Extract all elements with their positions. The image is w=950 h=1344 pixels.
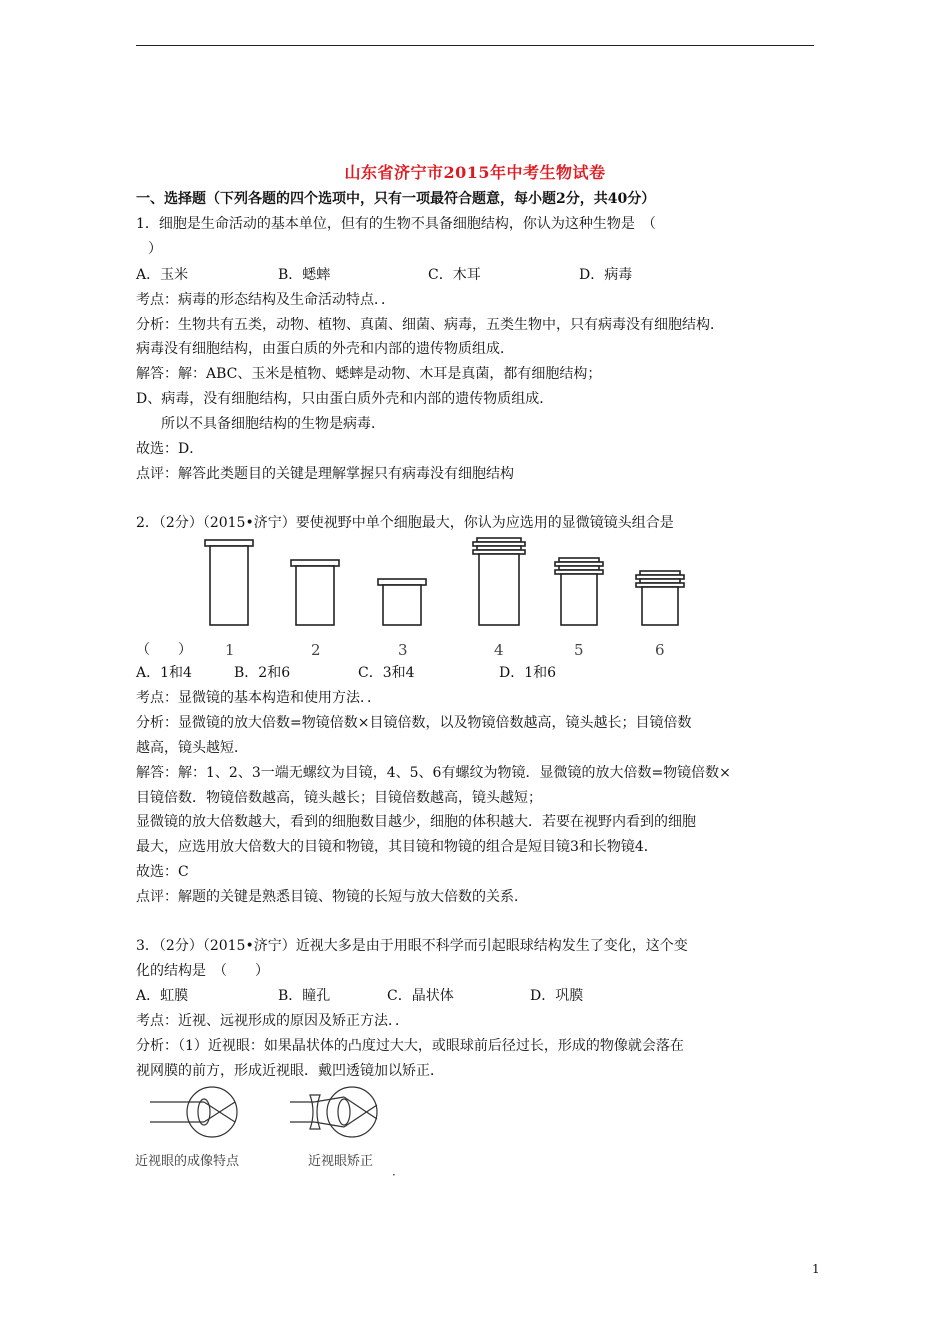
objective-lens-4 bbox=[473, 538, 525, 625]
objective-lens-5 bbox=[555, 558, 603, 625]
q3-stem-1: 3．（2分）（2015•济宁）近视大多是由于用眼不科学而引起眼球结构发生了变化，这个变 bbox=[136, 938, 688, 954]
section-heading: 一、选择题（下列各题的四个选项中，只有一项最符合题意，每小题2分，共40分） bbox=[136, 191, 656, 207]
eyepiece-lens-3 bbox=[378, 579, 426, 625]
q1-jieda-3: 所以不具备细胞结构的生物是病毒． bbox=[161, 416, 385, 432]
q2-answer-paren: （ ） bbox=[136, 642, 192, 658]
q2-comment: 点评：解题的关键是熟悉目镜、物镜的长短与放大倍数的关系． bbox=[136, 889, 528, 905]
q2-jieda-4: 最大，应选用放大倍数大的目镜和物镜，其目镜和物镜的组合是短目镜3和长物镜4． bbox=[136, 839, 658, 855]
objective-lens-6 bbox=[636, 571, 684, 625]
q1-option-b: B．蟋蟀 bbox=[278, 267, 331, 283]
eyepiece-lens-1 bbox=[205, 540, 253, 625]
lens-label-5: 5 bbox=[574, 641, 584, 659]
q1-option-d: D．病毒 bbox=[579, 267, 633, 283]
myopia-figure bbox=[130, 1085, 410, 1180]
lens-label-6: 6 bbox=[655, 641, 665, 659]
lens-label-3: 3 bbox=[398, 641, 408, 659]
q1-option-a: A．玉米 bbox=[136, 267, 189, 283]
page-title: 山东省济宁市2015年中考生物试卷 bbox=[344, 163, 606, 182]
q3-option-c: C．晶状体 bbox=[387, 988, 454, 1004]
lens-label-4: 4 bbox=[494, 641, 504, 659]
q1-stem-paren: ） bbox=[148, 241, 162, 257]
header-rule bbox=[136, 45, 814, 46]
q3-fenxi-1: 分析：（1）近视眼：如果晶状体的凸度过大大，或眼球前后径过长，形成的物像就会落在 bbox=[136, 1038, 684, 1054]
myopia-caption: 近视眼的成像特点 bbox=[135, 1154, 240, 1169]
q2-answer: 故选：C bbox=[136, 864, 189, 880]
eyepiece-lens-2 bbox=[291, 560, 339, 625]
q1-option-c: C．木耳 bbox=[428, 267, 481, 283]
q3-kaodian: 考点：近视、远视形成的原因及矫正方法．． bbox=[136, 1013, 409, 1029]
q2-option-c: C．3和4 bbox=[358, 665, 415, 681]
q3-stem-2: 化的结构是 （ ） bbox=[136, 963, 269, 979]
q1-answer: 故选：D． bbox=[136, 441, 204, 457]
q2-option-a: A．1和4 bbox=[136, 665, 192, 681]
figure-dot: ． bbox=[392, 1164, 405, 1178]
q1-kaodian: 考点：病毒的形态结构及生命活动特点．． bbox=[136, 292, 395, 308]
q1-comment: 点评：解答此类题目的关键是理解掌握只有病毒没有细胞结构 bbox=[136, 466, 514, 482]
lens-label-2: 2 bbox=[311, 641, 321, 659]
q2-jieda-3: 显微镜的放大倍数越大，看到的细胞数目越少，细胞的体积越大．若要在视野内看到的细胞 bbox=[136, 814, 696, 830]
q1-jieda-1: 解答：解：ABC、玉米是植物、蟋蟀是动物、木耳是真菌，都有细胞结构； bbox=[136, 366, 602, 382]
q2-kaodian: 考点：显微镜的基本构造和使用方法．． bbox=[136, 690, 381, 706]
q2-option-b: B．2和6 bbox=[234, 665, 291, 681]
q1-fenxi-2: 病毒没有细胞结构，由蛋白质的外壳和内部的遗传物质组成． bbox=[136, 341, 514, 357]
myopia-correction-diagram bbox=[290, 1087, 377, 1137]
q1-fenxi-1: 分析：生物共有五类，动物、植物、真菌、细菌、病毒，五类生物中，只有病毒没有细胞结构． bbox=[136, 317, 724, 333]
q2-fenxi-2: 越高，镜头越短． bbox=[136, 740, 248, 756]
q3-option-a: A．虹膜 bbox=[136, 988, 189, 1004]
q2-option-d: D．1和6 bbox=[499, 665, 557, 681]
myopia-eye-diagram bbox=[150, 1087, 237, 1137]
q2-fenxi-1: 分析：显微镜的放大倍数=物镜倍数×目镜倍数，以及物镜倍数越高，镜头越长；目镜倍数 bbox=[136, 715, 692, 731]
q2-jieda-1: 解答：解：1、2、3一端无螺纹为目镜，4、5、6有螺纹为物镜．显微镜的放大倍数=物镜倍数× bbox=[136, 765, 731, 781]
q2-jieda-2: 目镜倍数．物镜倍数越高，镜头越长；目镜倍数越高，镜头越短； bbox=[136, 790, 542, 806]
q1-jieda-2: D、病毒，没有细胞结构，只由蛋白质外壳和内部的遗传物质组成． bbox=[136, 391, 554, 407]
correction-caption: 近视眼矫正 bbox=[308, 1154, 374, 1169]
q3-option-b: B．瞳孔 bbox=[278, 988, 331, 1004]
lens-label-1: 1 bbox=[225, 641, 235, 659]
q2-stem: 2．（2分）（2015•济宁）要使视野中单个细胞最大，你认为应选用的显微镜镜头组合是 bbox=[136, 515, 674, 531]
microscope-lens-figure bbox=[130, 535, 690, 660]
page-number: 1 bbox=[812, 1262, 820, 1276]
q3-option-d: D．巩膜 bbox=[530, 988, 584, 1004]
q3-fenxi-2: 视网膜的前方，形成近视眼．戴凹透镜加以矫正． bbox=[136, 1063, 444, 1079]
q1-stem: 1．细胞是生命活动的基本单位，但有的生物不具备细胞结构，你认为这种生物是 （ bbox=[136, 216, 656, 232]
